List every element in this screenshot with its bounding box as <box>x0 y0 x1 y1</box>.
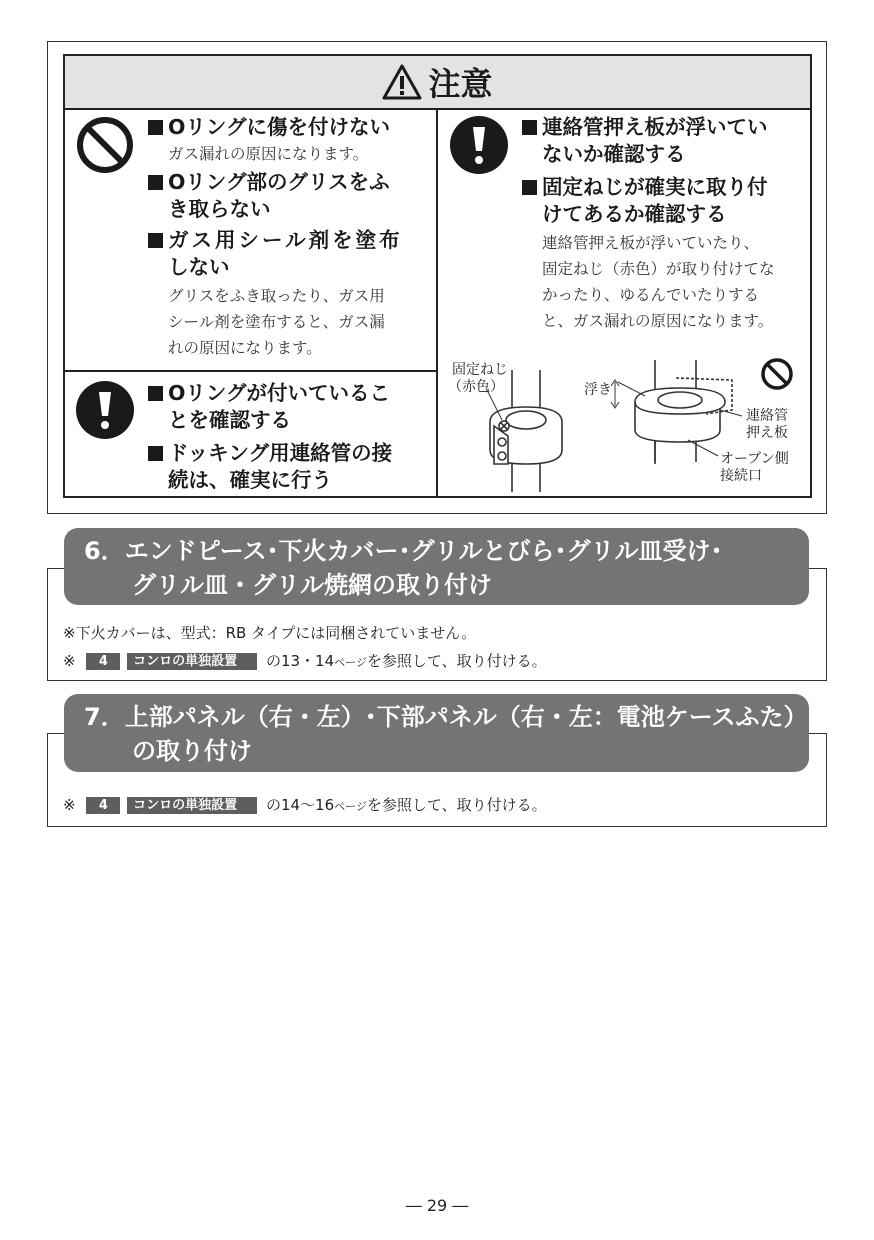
caution-heading: 連絡管押え板が浮いてい <box>522 114 807 141</box>
section-7-heading <box>64 694 809 772</box>
caution-heading-cont: とを確認する <box>168 408 291 432</box>
caution-left-bottom-text <box>148 380 433 494</box>
caution-divider-vertical <box>436 110 438 498</box>
page-number: ― 29 ― <box>405 1196 469 1215</box>
section-ref-number: 4 <box>86 797 120 814</box>
diagram-label-float: 浮き <box>584 382 612 398</box>
caution-body-text: と、ガス漏れの原因になります。 <box>542 312 774 330</box>
section-ref-number: 4 <box>86 653 120 670</box>
prohibition-icon <box>763 360 791 388</box>
caution-title <box>65 56 810 108</box>
caution-body-text: れの原因になります。 <box>168 339 322 357</box>
caution-heading-cont: き取らない <box>168 197 271 221</box>
caution-title-text: 注意 <box>428 65 493 103</box>
caution-heading-cont: ないか確認する <box>542 142 686 166</box>
exclamation-icon <box>449 115 509 175</box>
caution-divider-horizontal <box>65 370 437 372</box>
caution-heading: ガス用シール剤を塗布 <box>148 227 433 254</box>
section-ref-title: コンロの単独設置 <box>127 653 257 670</box>
exclamation-icon <box>75 380 135 440</box>
section-6-note1: ※下火カバーは、型式：RB タイプには同梱されていません。 <box>63 624 477 642</box>
caution-header <box>65 56 810 110</box>
diagram-label-screw-color: （赤色） <box>448 379 504 395</box>
caution-heading-cont: しない <box>168 255 230 279</box>
caution-body-text: かったり、ゆるんでいたりする <box>542 286 760 304</box>
section-6-title-line2: グリル皿・グリル焼網の取り付け <box>132 571 492 599</box>
caution-body-text: 連絡管押え板が浮いていたり、 <box>542 234 760 252</box>
caution-heading: Oリング部のグリスをふ <box>148 169 433 196</box>
caution-right-text <box>522 114 807 334</box>
caution-heading-cont: 続は、確実に行う <box>168 468 332 492</box>
caution-heading: Oリングに傷を付けない <box>148 114 433 141</box>
caution-body-text: ガス漏れの原因になります。 <box>168 145 369 163</box>
diagram-label-screw: 固定ねじ <box>452 362 508 378</box>
section-6-heading <box>64 528 809 605</box>
diagram-label-oven: オーブン側 <box>720 451 789 467</box>
caution-heading: Oリングが付いているこ <box>148 380 433 407</box>
section-7-title-line1: 7．上部パネル（右・左）･下部パネル（右・左：電池ケースふた） <box>84 703 808 731</box>
caution-heading: ドッキング用連絡管の接 <box>148 440 433 467</box>
diagram-label-plate-2: 押え板 <box>746 425 788 441</box>
diagram-label-plate: 連絡管 <box>746 408 788 424</box>
right-fitting-illustration <box>611 360 742 464</box>
caution-left-top-text <box>148 114 433 361</box>
diagram-label-oven-2: 接続口 <box>720 468 762 484</box>
warning-triangle-icon <box>382 64 422 100</box>
section-7-title-line2: の取り付け <box>132 737 252 765</box>
caution-body-text: シール剤を塗布すると、ガス漏 <box>168 313 385 331</box>
caution-body-text: 固定ねじ（赤色）が取り付けてな <box>542 260 775 278</box>
caution-body-text: グリスをふき取ったり、ガス用 <box>168 287 385 305</box>
section-ref-title: コンロの単独設置 <box>127 797 257 814</box>
section-6-title-line1: 6．エンドピース･下火カバー･グリルとびら･グリル皿受け･ <box>84 537 723 565</box>
prohibition-icon <box>75 115 135 175</box>
caution-heading: 固定ねじが確実に取り付 <box>522 174 807 201</box>
caution-heading-cont: けてあるか確認する <box>542 202 727 226</box>
section-7-note: ※ 4 コンロの単独設置 の14～16ページを参照して、取り付ける。 <box>63 796 547 814</box>
section-6-note2: ※ 4 コンロの単独設置 の13・14ページを参照して、取り付ける。 <box>63 652 547 670</box>
